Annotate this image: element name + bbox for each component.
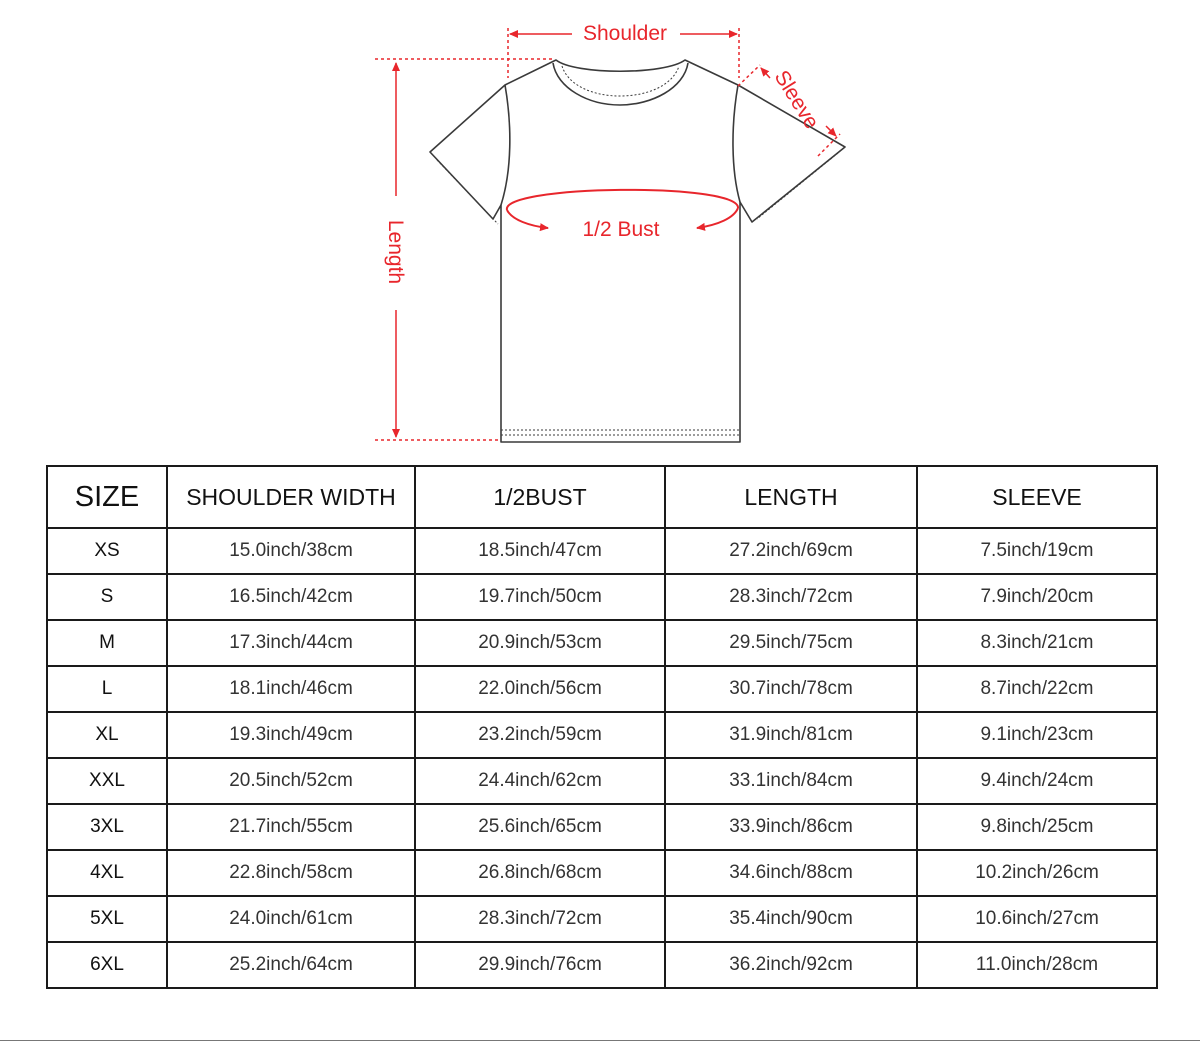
size-cell: XL <box>47 712 167 758</box>
length-cell: 29.5inch/75cm <box>665 620 917 666</box>
length-cell: 34.6inch/88cm <box>665 850 917 896</box>
table-row <box>47 804 1157 850</box>
length-cell: 33.9inch/86cm <box>665 804 917 850</box>
tshirt-measurement-diagram <box>0 0 1200 460</box>
length-cell: 30.7inch/78cm <box>665 666 917 712</box>
shoulder-width-cell: 19.3inch/49cm <box>167 712 415 758</box>
tshirt-outline-icon <box>430 60 845 442</box>
sleeve-cell: 11.0inch/28cm <box>917 942 1157 988</box>
shoulder-width-cell: 24.0inch/61cm <box>167 896 415 942</box>
size-cell: L <box>47 666 167 712</box>
size-cell: 5XL <box>47 896 167 942</box>
shoulder-label: Shoulder <box>582 22 668 45</box>
length-cell: 31.9inch/81cm <box>665 712 917 758</box>
half-bust-cell: 20.9inch/53cm <box>415 620 665 666</box>
shoulder-width-cell: 18.1inch/46cm <box>167 666 415 712</box>
shoulder-width-cell: 15.0inch/38cm <box>167 528 415 574</box>
size-cell: S <box>47 574 167 620</box>
sleeve-header: SLEEVE <box>917 466 1157 528</box>
shoulder-width-header: SHOULDER WIDTH <box>167 466 415 528</box>
table-row <box>47 666 1157 712</box>
sleeve-cell: 10.6inch/27cm <box>917 896 1157 942</box>
half-bust-cell: 23.2inch/59cm <box>415 712 665 758</box>
half-bust-cell: 22.0inch/56cm <box>415 666 665 712</box>
table-row <box>47 758 1157 804</box>
length-cell: 36.2inch/92cm <box>665 942 917 988</box>
table-header-row <box>47 466 1157 528</box>
half-bust-header: 1/2BUST <box>415 466 665 528</box>
sleeve-cell: 7.5inch/19cm <box>917 528 1157 574</box>
size-cell: 3XL <box>47 804 167 850</box>
shoulder-width-cell: 16.5inch/42cm <box>167 574 415 620</box>
table-row <box>47 942 1157 988</box>
half-bust-cell: 26.8inch/68cm <box>415 850 665 896</box>
bottom-divider <box>0 1040 1200 1041</box>
shoulder-width-cell: 20.5inch/52cm <box>167 758 415 804</box>
half-bust-cell: 19.7inch/50cm <box>415 574 665 620</box>
length-cell: 27.2inch/69cm <box>665 528 917 574</box>
table-body <box>47 528 1157 988</box>
half-bust-cell: 25.6inch/65cm <box>415 804 665 850</box>
table-row <box>47 528 1157 574</box>
length-label: Length <box>384 219 407 285</box>
length-cell: 33.1inch/84cm <box>665 758 917 804</box>
shoulder-width-cell: 21.7inch/55cm <box>167 804 415 850</box>
half-bust-cell: 24.4inch/62cm <box>415 758 665 804</box>
table-row <box>47 850 1157 896</box>
size-cell: XXL <box>47 758 167 804</box>
shoulder-width-cell: 17.3inch/44cm <box>167 620 415 666</box>
size-cell: 4XL <box>47 850 167 896</box>
table-row <box>47 712 1157 758</box>
shoulder-width-cell: 22.8inch/58cm <box>167 850 415 896</box>
length-cell: 28.3inch/72cm <box>665 574 917 620</box>
sleeve-cell: 9.1inch/23cm <box>917 712 1157 758</box>
table-row <box>47 896 1157 942</box>
half-bust-cell: 28.3inch/72cm <box>415 896 665 942</box>
table-row <box>47 574 1157 620</box>
bust-label: 1/2 Bust <box>582 218 660 241</box>
sleeve-cell: 8.7inch/22cm <box>917 666 1157 712</box>
sleeve-cell: 9.8inch/25cm <box>917 804 1157 850</box>
size-cell: XS <box>47 528 167 574</box>
size-chart-table <box>46 465 1158 989</box>
size-cell: 6XL <box>47 942 167 988</box>
size-cell: M <box>47 620 167 666</box>
sleeve-cell: 7.9inch/20cm <box>917 574 1157 620</box>
shoulder-width-cell: 25.2inch/64cm <box>167 942 415 988</box>
length-header: LENGTH <box>665 466 917 528</box>
half-bust-cell: 29.9inch/76cm <box>415 942 665 988</box>
sleeve-label: Sleeve <box>769 66 824 134</box>
sleeve-cell: 10.2inch/26cm <box>917 850 1157 896</box>
half-bust-cell: 18.5inch/47cm <box>415 528 665 574</box>
length-cell: 35.4inch/90cm <box>665 896 917 942</box>
sleeve-cell: 9.4inch/24cm <box>917 758 1157 804</box>
table-row <box>47 620 1157 666</box>
sleeve-cell: 8.3inch/21cm <box>917 620 1157 666</box>
size-header: SIZE <box>47 466 167 528</box>
